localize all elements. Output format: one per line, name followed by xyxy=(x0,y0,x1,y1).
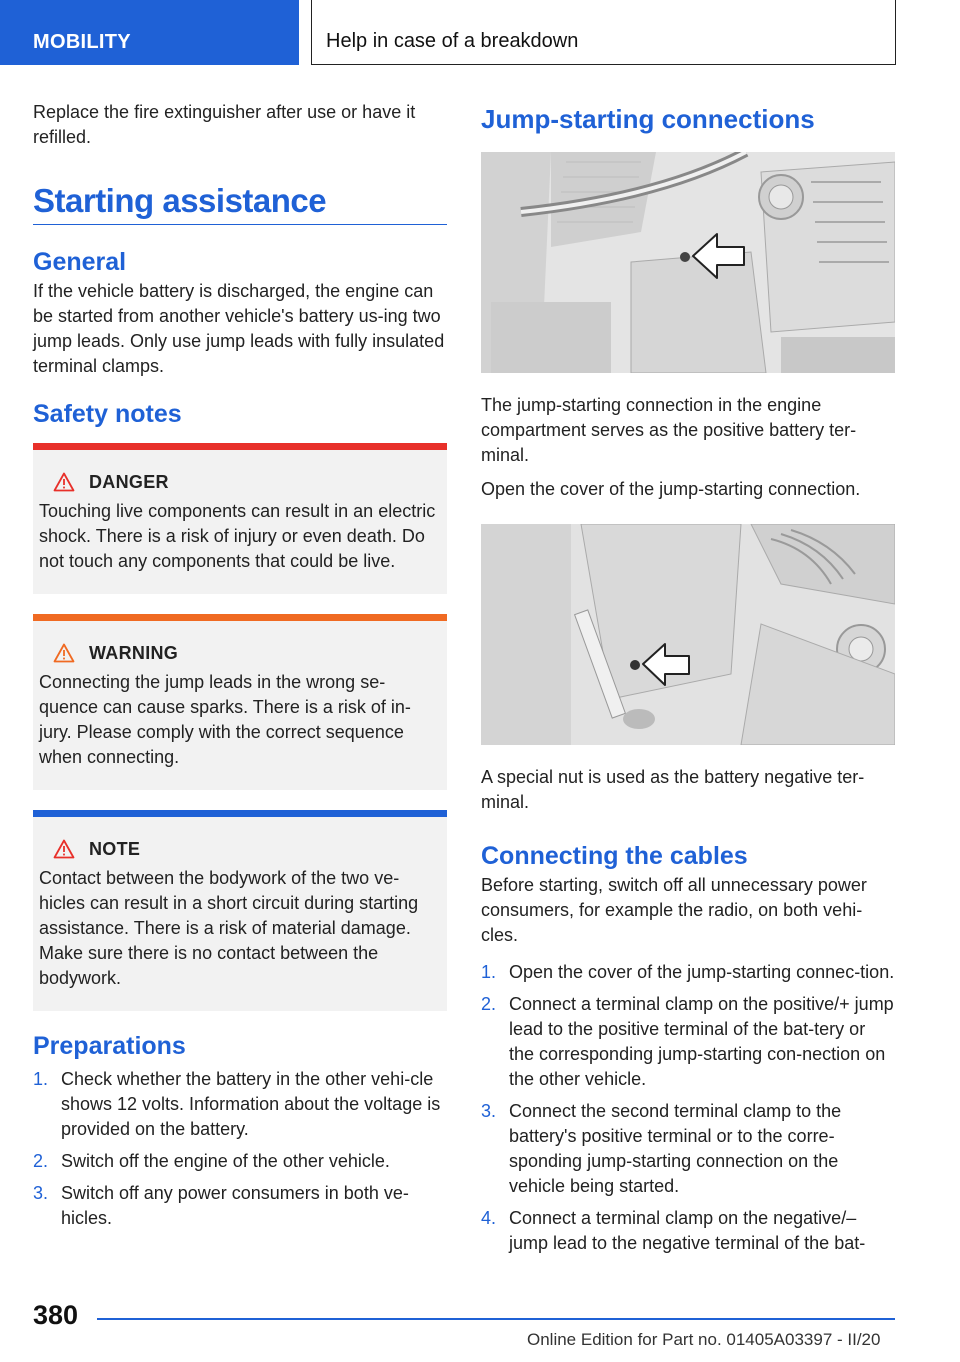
intro-text: Replace the fire extinguisher after use or have it refilled. xyxy=(33,102,416,147)
edition-text: Online Edition for Part no. 01405A03397 - II/20 xyxy=(527,1330,881,1349)
general-heading: General xyxy=(33,248,127,276)
notice-text: Contact between the bodywork of the two ve-hicles can result in a short circuit during starting assistance. There is a risk of material damage. Make sure there is no contact between the bodywork. xyxy=(39,868,419,988)
header-chapter-title: Help in case of a breakdown xyxy=(311,0,896,65)
list-item: 2. Connect a terminal clamp on the positive/+ jump lead to the positive terminal of the bat-tery or the corresponding jump-starting con-nection on the other vehicle. xyxy=(481,994,894,1089)
note-notice xyxy=(33,810,447,1011)
preparations-heading: Preparations xyxy=(33,1032,186,1060)
list-item: 3. Connect the second terminal clamp to the battery's positive terminal or to the corre-sponding jump-starting connection on the vehicle being started. xyxy=(481,1101,842,1196)
warning-triangle-icon xyxy=(47,839,81,859)
notice-level-label: WARNING xyxy=(89,642,179,663)
notice-text: Touching live components can result in an electric shock. There is a risk of injury or even death. Do not touch any components that could be live. xyxy=(39,501,436,571)
general-text: If the vehicle battery is discharged, the engine can be started from another vehicle's battery us-ing two jump leads. Only use jump leads with fully insulated terminal clamps. xyxy=(33,281,445,376)
danger-notice xyxy=(33,443,447,594)
list-item: 2. Switch off the engine of the other vehicle. xyxy=(33,1151,390,1171)
left-column xyxy=(33,100,447,1238)
list-item: 3. Switch off any power consumers in both ve-hicles. xyxy=(33,1183,409,1228)
list-item: 4. Connect a terminal clamp on the negative/– jump lead to the negative terminal of the bat- xyxy=(481,1208,866,1253)
open-cover-text: Open the cover of the jump-starting connection. xyxy=(481,479,861,499)
warning-triangle-icon xyxy=(47,643,81,663)
figure1-caption: The jump-starting connection in the engine compartment serves as the positive battery ter-minal. xyxy=(481,395,857,465)
engine-bay-positive-terminal-image xyxy=(481,152,895,373)
page-title: Starting assistance xyxy=(33,159,447,225)
cables-steps-list xyxy=(481,960,895,1256)
header-section-tab: MOBILITY xyxy=(0,0,299,65)
page-number: 380 xyxy=(33,1300,79,1330)
cables-intro-text: Before starting, switch off all unnecessary power consumers, for example the radio, on both vehi-cles. xyxy=(481,875,867,945)
figure2-caption: A special nut is used as the battery negative ter-minal. xyxy=(481,767,865,812)
engine-bay-negative-terminal-image xyxy=(481,524,895,745)
connecting-cables-heading: Connecting the cables xyxy=(481,842,748,870)
safety-notes-heading: Safety notes xyxy=(33,400,182,428)
list-item: 1. Open the cover of the jump-starting connec-tion. xyxy=(481,962,895,982)
right-column xyxy=(481,100,895,1263)
warning-notice xyxy=(33,614,447,790)
jump-starting-heading: Jump-starting connections xyxy=(481,104,815,134)
notice-level-label: DANGER xyxy=(89,471,169,492)
list-item: 1. Check whether the battery in the other vehi-cle shows 12 volts. Information about the voltage is provided on the battery. xyxy=(33,1069,441,1139)
preparations-list xyxy=(33,1067,447,1231)
warning-triangle-icon xyxy=(47,472,81,492)
notice-level-label: NOTE xyxy=(89,838,141,859)
notice-text: Connecting the jump leads in the wrong se-quence can cause sparks. There is a risk of in-jury. Please comply with the correct sequence when connecting. xyxy=(39,672,411,767)
footer-divider xyxy=(97,1318,895,1320)
